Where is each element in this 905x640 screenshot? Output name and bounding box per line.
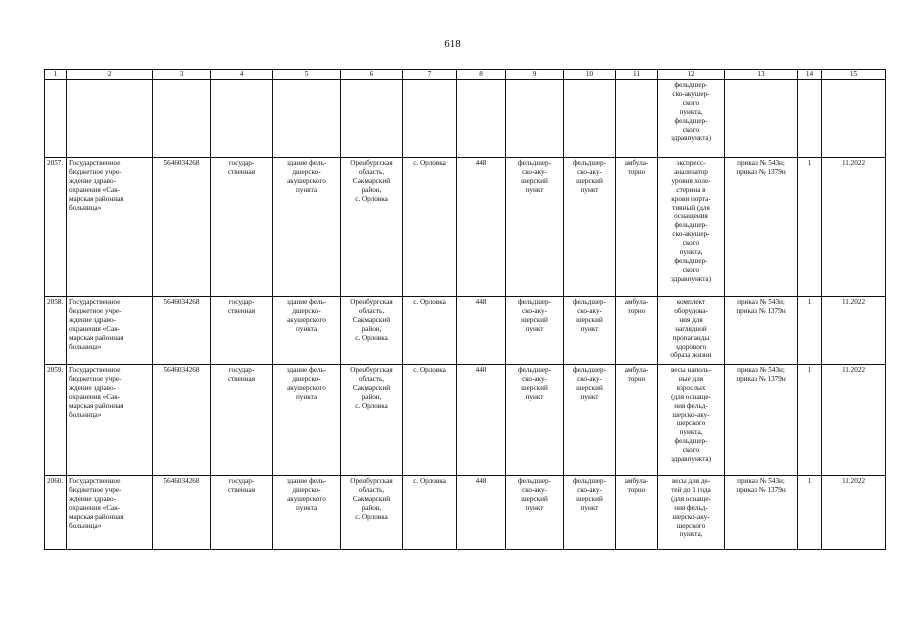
care-type-cell: амбула- торно: [616, 158, 658, 297]
row-number: 2057.: [45, 158, 67, 297]
address-cell: Оренбургская область, Сакмарский район, с. Орловка: [341, 476, 403, 550]
register-table: [44, 69, 886, 550]
organization-cell: Государственное бюджетное учре- ждение здраво- охранения «Сак- марская районная больница»: [67, 297, 153, 365]
unit-type-cell: фельдшер- ско-аку- шерский пункт: [506, 297, 564, 365]
organization-cell: Государственное бюджетное учре- ждение здраво- охранения «Сак- марская районная больница»: [67, 158, 153, 297]
ownership-cell: государ- ственная: [211, 365, 273, 476]
empty-cell: [341, 80, 403, 158]
care-type-cell: амбула- торно: [616, 476, 658, 550]
column-number: 9: [506, 70, 564, 80]
building-cell: здание фель- дшерско- акушерского пункта: [273, 365, 341, 476]
population-cell: 448: [457, 476, 506, 550]
unit-name-cell: фельдшер- ско-аку- шерский пункт: [564, 476, 616, 550]
column-number: 5: [273, 70, 341, 80]
unit-name-cell: фельдшер- ско-аку- шерский пункт: [564, 365, 616, 476]
quantity-cell: 1: [798, 158, 822, 297]
empty-cell: [45, 80, 67, 158]
empty-cell: [798, 80, 822, 158]
column-number: 6: [341, 70, 403, 80]
order-cell: приказ № 543н; приказ № 1379н: [725, 297, 798, 365]
column-number: 8: [457, 70, 506, 80]
unit-type-cell: фельдшер- ско-аку- шерский пункт: [506, 158, 564, 297]
date-cell: 11.2022: [822, 365, 886, 476]
care-type-cell: амбула- торно: [616, 297, 658, 365]
empty-cell: [616, 80, 658, 158]
population-cell: 448: [457, 365, 506, 476]
ownership-cell: государ- ственная: [211, 158, 273, 297]
unit-name-cell: фельдшер- ско-аку- шерский пункт: [564, 158, 616, 297]
row-number: 2059.: [45, 365, 67, 476]
equipment-cell: комплект оборудова- ния для наглядной пропаганды здорового образа жизни: [658, 297, 725, 365]
table-row: [45, 297, 886, 365]
column-number: 4: [211, 70, 273, 80]
order-cell: приказ № 543н; приказ № 1379н: [725, 365, 798, 476]
empty-cell: [457, 80, 506, 158]
inn-cell: 5646034268: [153, 297, 211, 365]
address-cell: Оренбургская область, Сакмарский район, с. Орловка: [341, 365, 403, 476]
date-cell: 11.2022: [822, 476, 886, 550]
empty-cell: [273, 80, 341, 158]
column-number: 3: [153, 70, 211, 80]
address-cell: Оренбургская область, Сакмарский район, с. Орловка: [341, 297, 403, 365]
empty-cell: [725, 80, 798, 158]
date-cell: 11.2022: [822, 158, 886, 297]
column-number: 15: [822, 70, 886, 80]
inn-cell: 5646034268: [153, 476, 211, 550]
ownership-cell: государ- ственная: [211, 476, 273, 550]
column-number: 7: [403, 70, 457, 80]
column-number: 12: [658, 70, 725, 80]
locality-cell: с. Орловка: [403, 297, 457, 365]
building-cell: здание фель- дшерско- акушерского пункта: [273, 297, 341, 365]
column-number: 1: [45, 70, 67, 80]
population-cell: 448: [457, 297, 506, 365]
quantity-cell: 1: [798, 476, 822, 550]
ownership-cell: государ- ственная: [211, 297, 273, 365]
equipment-cell: фельдшер- ско-акушер- ского пункта, фельдшер- ского здравпункта): [658, 80, 725, 158]
empty-cell: [403, 80, 457, 158]
table-row: [45, 476, 886, 550]
locality-cell: с. Орловка: [403, 476, 457, 550]
empty-cell: [153, 80, 211, 158]
inn-cell: 5646034268: [153, 158, 211, 297]
equipment-cell: весы для де- тей до 1 года (для оснаще- ния фельд- шерско-аку- шерского пункта,: [658, 476, 725, 550]
empty-cell: [211, 80, 273, 158]
locality-cell: с. Орловка: [403, 158, 457, 297]
empty-cell: [67, 80, 153, 158]
care-type-cell: амбула- торно: [616, 365, 658, 476]
quantity-cell: 1: [798, 365, 822, 476]
page-number: 618: [444, 38, 461, 50]
organization-cell: Государственное бюджетное учре- ждение здраво- охранения «Сак- марская районная больница»: [67, 476, 153, 550]
building-cell: здание фель- дшерско- акушерского пункта: [273, 158, 341, 297]
organization-cell: Государственное бюджетное учре- ждение здраво- охранения «Сак- марская районная больница»: [67, 365, 153, 476]
empty-cell: [822, 80, 886, 158]
quantity-cell: 1: [798, 297, 822, 365]
order-cell: приказ № 543н; приказ № 1379н: [725, 476, 798, 550]
table-row: [45, 158, 886, 297]
column-number: 11: [616, 70, 658, 80]
unit-type-cell: фельдшер- ско-аку- шерский пункт: [506, 365, 564, 476]
row-number: 2058.: [45, 297, 67, 365]
equipment-cell: весы наполь- ные для взрослых (для оснаще- ния фельд- шерско-аку- шерского пункта, фельдшер- ского здравпункта): [658, 365, 725, 476]
column-number: 14: [798, 70, 822, 80]
continuation-row: [45, 80, 886, 158]
empty-cell: [506, 80, 564, 158]
column-number: 13: [725, 70, 798, 80]
building-cell: здание фель- дшерско- акушерского пункта: [273, 476, 341, 550]
inn-cell: 5646034268: [153, 365, 211, 476]
table-row: [45, 365, 886, 476]
empty-cell: [564, 80, 616, 158]
date-cell: 11.2022: [822, 297, 886, 365]
equipment-cell: экспресс- анализатор уровня холе- стерина в крови порта- тивный (для оснащения фельдшер- ско-акушер- ского пункта, фельдшер- ского здравпункта): [658, 158, 725, 297]
column-number: 2: [67, 70, 153, 80]
unit-type-cell: фельдшер- ско-аку- шерский пункт: [506, 476, 564, 550]
column-number: 10: [564, 70, 616, 80]
order-cell: приказ № 543н; приказ № 1379н: [725, 158, 798, 297]
unit-name-cell: фельдшер- ско-аку- шерский пункт: [564, 297, 616, 365]
row-number: 2060.: [45, 476, 67, 550]
address-cell: Оренбургская область, Сакмарский район, с. Орловка: [341, 158, 403, 297]
column-number-row: [45, 70, 886, 80]
locality-cell: с. Орловка: [403, 365, 457, 476]
population-cell: 448: [457, 158, 506, 297]
